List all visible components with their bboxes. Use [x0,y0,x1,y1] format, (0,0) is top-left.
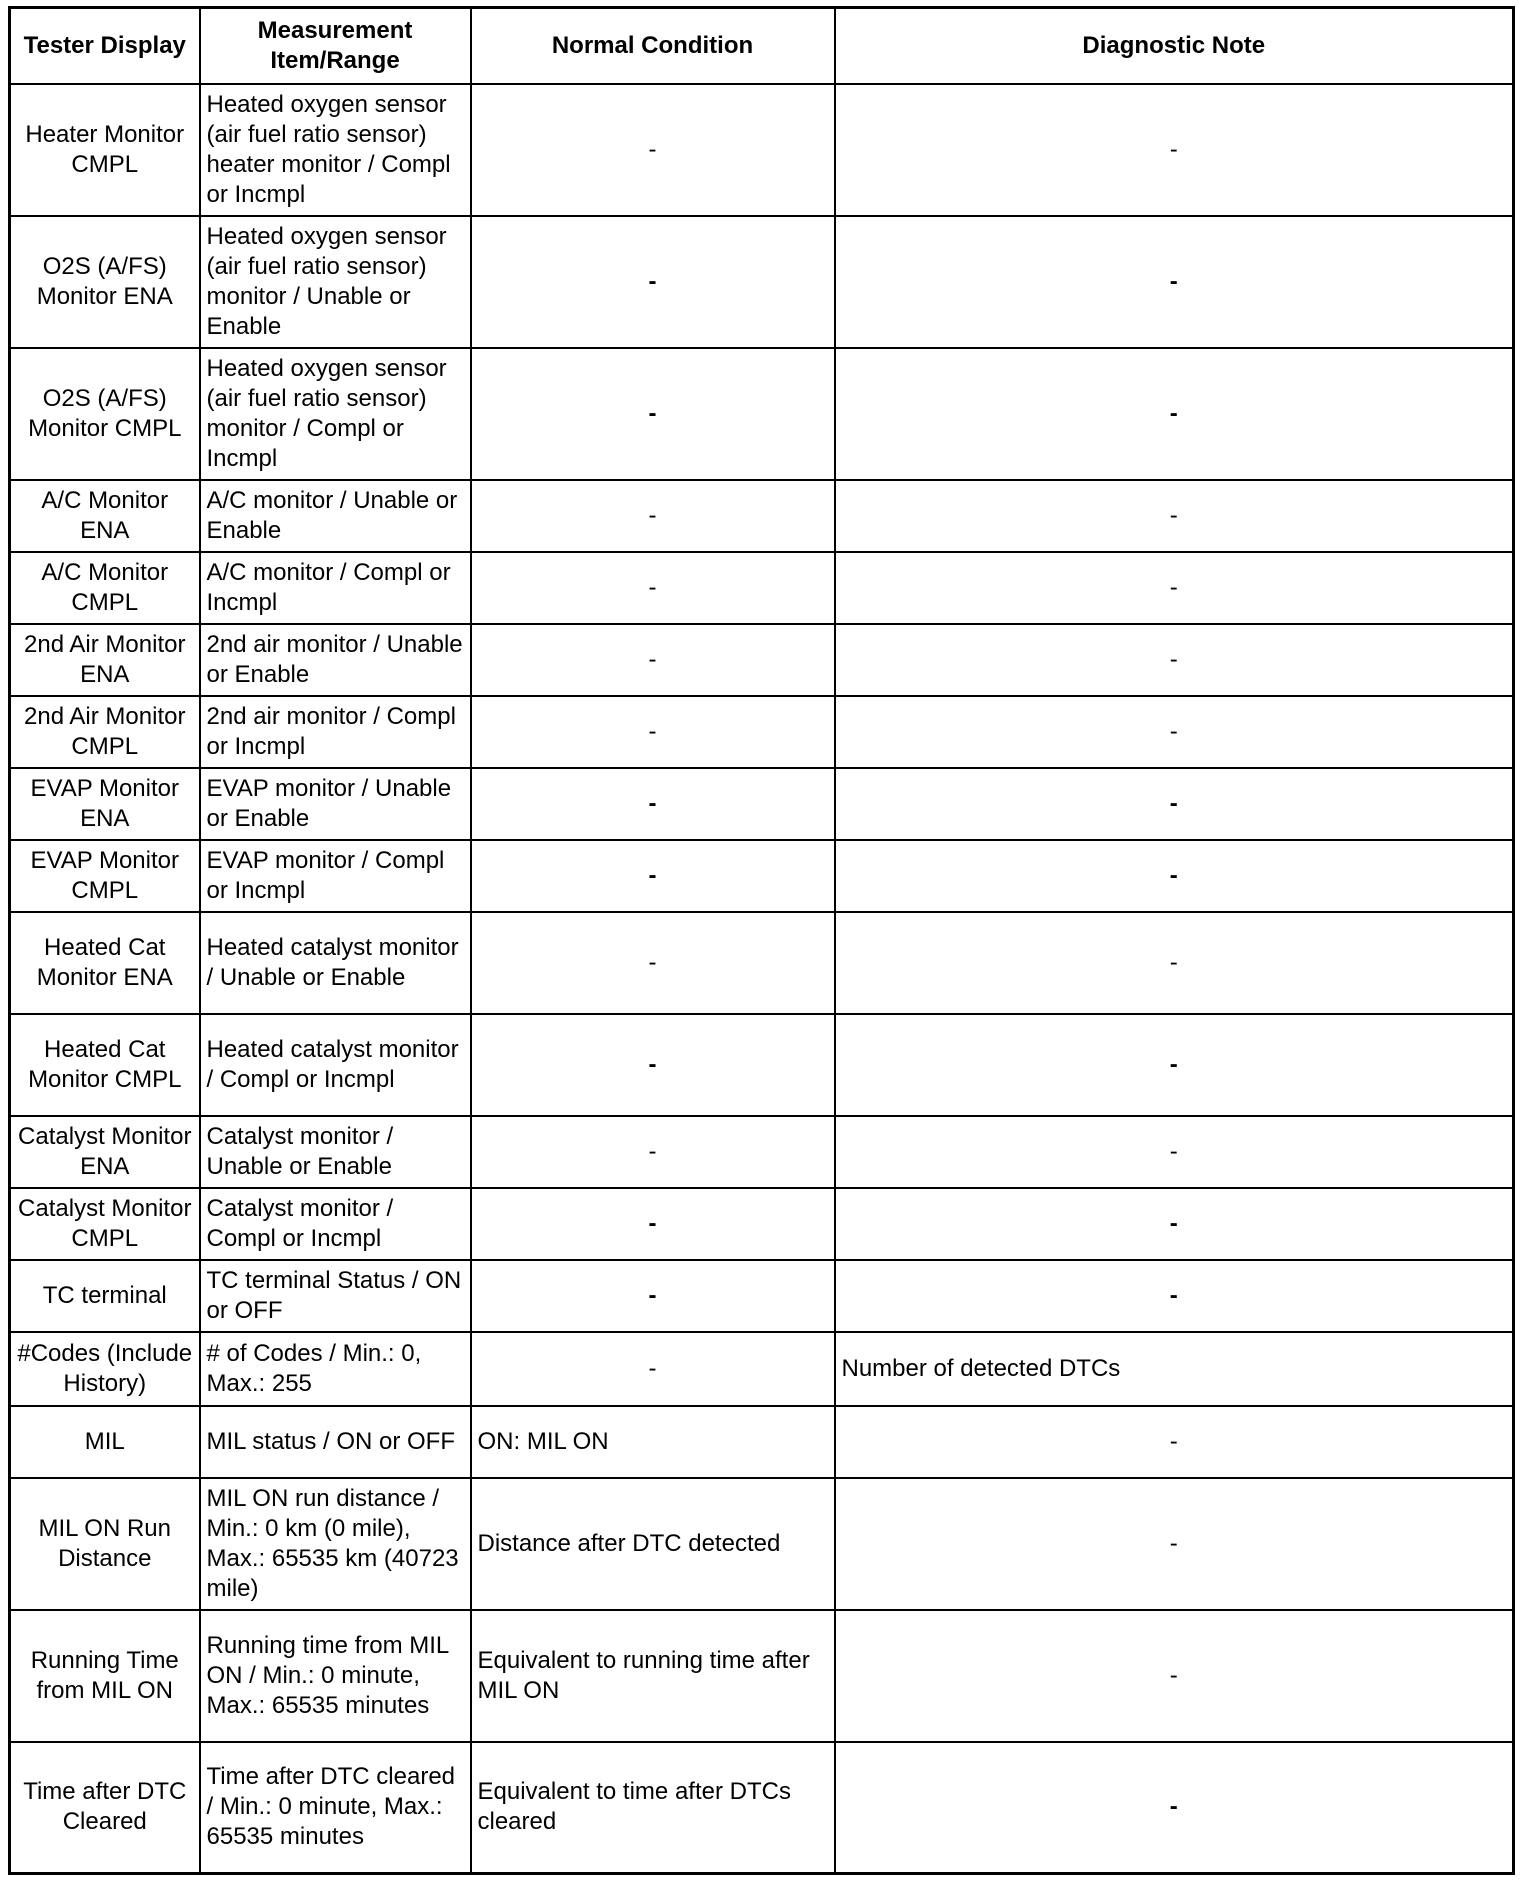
table-row [10,912,1514,1014]
cell-normal-condition: - [471,1014,835,1116]
cell-tester-display: MIL ON Run Distance [10,1478,200,1610]
cell-normal-condition: Equivalent to time after DTCs cleared [471,1742,835,1874]
cell-measurement-item: # of Codes / Min.: 0, Max.: 255 [200,1332,471,1406]
cell-diagnostic-note: - [835,768,1514,840]
table-row [10,1332,1514,1406]
table-row [10,480,1514,552]
cell-tester-display: TC terminal [10,1260,200,1332]
cell-diagnostic-note: - [835,1116,1514,1188]
cell-tester-display: Running Time from MIL ON [10,1610,200,1742]
table-row [10,1406,1514,1478]
cell-measurement-item: Catalyst monitor / Compl or Incmpl [200,1188,471,1260]
cell-measurement-item: TC terminal Status / ON or OFF [200,1260,471,1332]
cell-normal-condition: - [471,216,835,348]
table-row [10,696,1514,768]
table-row [10,1014,1514,1116]
table-row [10,348,1514,480]
cell-normal-condition: - [471,84,835,216]
cell-diagnostic-note: - [835,348,1514,480]
cell-normal-condition: - [471,552,835,624]
cell-diagnostic-note: - [835,1610,1514,1742]
cell-measurement-item: A/C monitor / Compl or Incmpl [200,552,471,624]
table-body [10,84,1514,1874]
table-row [10,216,1514,348]
cell-tester-display: #Codes (Include History) [10,1332,200,1406]
cell-measurement-item: Heated oxygen sensor (air fuel ratio sensor) monitor / Compl or Incmpl [200,348,471,480]
cell-tester-display: O2S (A/FS) Monitor CMPL [10,348,200,480]
table-header-row [10,8,1514,84]
table-row [10,1478,1514,1610]
table-row [10,552,1514,624]
cell-diagnostic-note: - [835,480,1514,552]
cell-normal-condition: - [471,624,835,696]
cell-normal-condition: - [471,840,835,912]
table-row [10,768,1514,840]
cell-measurement-item: MIL ON run distance / Min.: 0 km (0 mile), Max.: 65535 km (40723 mile) [200,1478,471,1610]
cell-tester-display: A/C Monitor ENA [10,480,200,552]
cell-tester-display: Heater Monitor CMPL [10,84,200,216]
cell-tester-display: Time after DTC Cleared [10,1742,200,1874]
cell-measurement-item: EVAP monitor / Compl or Incmpl [200,840,471,912]
cell-measurement-item: Heated oxygen sensor (air fuel ratio sensor) heater monitor / Compl or Incmpl [200,84,471,216]
cell-diagnostic-note: - [835,696,1514,768]
cell-tester-display: EVAP Monitor CMPL [10,840,200,912]
cell-tester-display: 2nd Air Monitor ENA [10,624,200,696]
cell-diagnostic-note: - [835,1406,1514,1478]
cell-normal-condition: - [471,1188,835,1260]
header-diagnostic-note: Diagnostic Note [835,8,1514,84]
header-normal-condition: Normal Condition [471,8,835,84]
cell-diagnostic-note: - [835,840,1514,912]
cell-normal-condition: - [471,1260,835,1332]
cell-normal-condition: - [471,1332,835,1406]
cell-diagnostic-note: - [835,912,1514,1014]
cell-normal-condition: Equivalent to running time after MIL ON [471,1610,835,1742]
cell-measurement-item: Time after DTC cleared / Min.: 0 minute, Max.: 65535 minutes [200,1742,471,1874]
cell-measurement-item: A/C monitor / Unable or Enable [200,480,471,552]
cell-measurement-item: 2nd air monitor / Compl or Incmpl [200,696,471,768]
cell-normal-condition: - [471,912,835,1014]
table-row [10,624,1514,696]
cell-measurement-item: Heated catalyst monitor / Compl or Incmpl [200,1014,471,1116]
cell-normal-condition: - [471,1116,835,1188]
cell-tester-display: 2nd Air Monitor CMPL [10,696,200,768]
cell-diagnostic-note: - [835,1260,1514,1332]
table-row [10,840,1514,912]
cell-normal-condition: - [471,768,835,840]
cell-tester-display: Catalyst Monitor ENA [10,1116,200,1188]
table-row [10,1188,1514,1260]
cell-normal-condition: - [471,696,835,768]
cell-tester-display: A/C Monitor CMPL [10,552,200,624]
cell-measurement-item: EVAP monitor / Unable or Enable [200,768,471,840]
cell-diagnostic-note: - [835,624,1514,696]
cell-measurement-item: Catalyst monitor / Unable or Enable [200,1116,471,1188]
table-row [10,84,1514,216]
cell-diagnostic-note: - [835,1014,1514,1116]
cell-diagnostic-note: - [835,216,1514,348]
cell-normal-condition: Distance after DTC detected [471,1478,835,1610]
cell-tester-display: Heated Cat Monitor CMPL [10,1014,200,1116]
diagnostic-data-table [8,6,1515,1875]
header-tester-display: Tester Display [10,8,200,84]
cell-diagnostic-note: - [835,1742,1514,1874]
cell-tester-display: Catalyst Monitor CMPL [10,1188,200,1260]
table-row [10,1610,1514,1742]
cell-measurement-item: 2nd air monitor / Unable or Enable [200,624,471,696]
cell-measurement-item: MIL status / ON or OFF [200,1406,471,1478]
cell-normal-condition: - [471,348,835,480]
cell-tester-display: MIL [10,1406,200,1478]
cell-diagnostic-note: - [835,1188,1514,1260]
cell-measurement-item: Running time from MIL ON / Min.: 0 minute, Max.: 65535 minutes [200,1610,471,1742]
table-row [10,1116,1514,1188]
table-row [10,1742,1514,1874]
cell-diagnostic-note: - [835,84,1514,216]
cell-normal-condition: - [471,480,835,552]
cell-normal-condition: ON: MIL ON [471,1406,835,1478]
cell-measurement-item: Heated catalyst monitor / Unable or Enable [200,912,471,1014]
cell-tester-display: EVAP Monitor ENA [10,768,200,840]
cell-diagnostic-note: Number of detected DTCs [835,1332,1514,1406]
cell-diagnostic-note: - [835,552,1514,624]
table-row [10,1260,1514,1332]
cell-tester-display: Heated Cat Monitor ENA [10,912,200,1014]
cell-measurement-item: Heated oxygen sensor (air fuel ratio sensor) monitor / Unable or Enable [200,216,471,348]
header-measurement-item: Measurement Item/Range [200,8,471,84]
cell-tester-display: O2S (A/FS) Monitor ENA [10,216,200,348]
cell-diagnostic-note: - [835,1478,1514,1610]
document-page [8,6,1512,1874]
